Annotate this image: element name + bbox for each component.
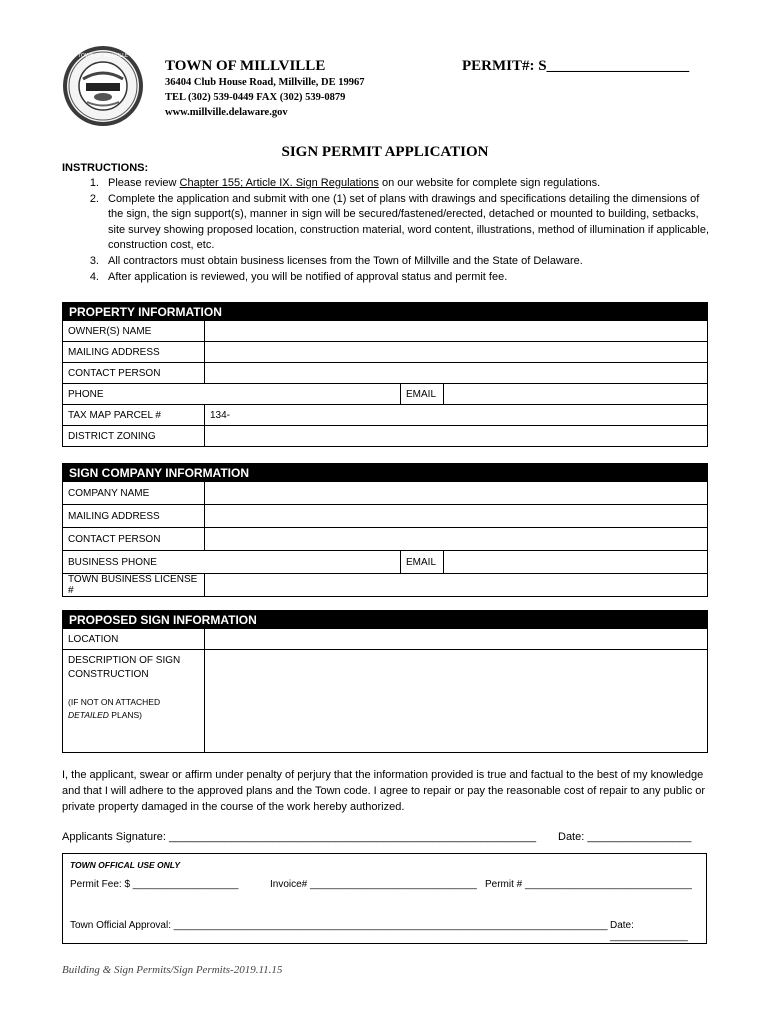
contact-person-label: CONTACT PERSON — [63, 363, 205, 384]
sign-company-heading: SIGN COMPANY INFORMATION — [63, 464, 708, 482]
business-phone-field[interactable] — [63, 551, 401, 574]
email-label: EMAIL — [401, 384, 444, 405]
description-note: (IF NOT ON ATTACHED DETAILED PLANS) — [68, 697, 161, 720]
company-contact-person-label: CONTACT PERSON — [63, 528, 205, 551]
business-phone-label: BUSINESS PHONE — [68, 556, 157, 568]
official-permit-number-field[interactable]: Permit # ______________________________ — [485, 879, 692, 890]
company-email-label: EMAIL — [401, 551, 444, 574]
applicant-signature-field[interactable]: Applicants Signature: ____________________________________________________________ — [62, 831, 537, 843]
description-cell — [63, 650, 205, 753]
sign-company-table — [62, 463, 708, 597]
property-information-heading: PROPERTY INFORMATION — [63, 303, 708, 321]
email-field[interactable] — [444, 384, 708, 405]
proposed-sign-heading: PROPOSED SIGN INFORMATION — [63, 611, 708, 629]
official-approval-date-field[interactable]: Date: ______________ — [610, 920, 688, 942]
svg-text:TOWN OF MILLVILLE: TOWN OF MILLVILLE — [77, 53, 129, 59]
tax-map-parcel-label: TAX MAP PARCEL # — [63, 405, 205, 426]
phone-label: PHONE — [68, 388, 104, 400]
official-approval-field[interactable]: Town Official Approval: ______________________________________________________________________________ — [70, 920, 608, 931]
form-footer: Building & Sign Permits/Sign Permits-2019.11.15 — [62, 964, 283, 976]
proposed-sign-table — [62, 610, 708, 753]
company-contact-person-field[interactable] — [205, 528, 708, 551]
instruction-item: 2. Complete the application and submit with one (1) set of plans with drawings and specifications detailing the dimensions of the sign, the sign support(s), manner in sign will be secured/fastened/erected, detached or mounted to building, setbacks, site survey showing proposed location, construction material, word content, illustrations, method of illumination if applicable, construction cost, etc. — [89, 192, 710, 252]
instruction-item: 4. After application is reviewed, you will be notified of approval status and permit fee. — [89, 270, 508, 283]
tax-map-parcel-field[interactable]: 134- — [205, 405, 708, 426]
sign-regulations-link[interactable]: Chapter 155; Article IX. Sign Regulations — [179, 177, 379, 189]
location-field[interactable] — [205, 629, 708, 650]
official-use-heading: TOWN OFFICAL USE ONLY — [70, 860, 181, 870]
mailing-address-field[interactable] — [205, 342, 708, 363]
instructions-heading: INSTRUCTIONS: — [62, 162, 149, 174]
town-website: www.millville.delaware.gov — [165, 107, 288, 118]
description-field[interactable] — [205, 650, 708, 753]
business-license-field[interactable] — [205, 574, 708, 597]
district-zoning-label: DISTRICT ZONING — [63, 426, 205, 447]
instruction-item: 3. All contractors must obtain business licenses from the Town of Millville and the State of Delaware. — [89, 254, 583, 267]
town-phone-fax: TEL (302) 539-0449 FAX (302) 539-0879 — [165, 92, 346, 103]
company-mailing-address-label: MAILING ADDRESS — [63, 505, 205, 528]
official-use-box — [62, 853, 707, 944]
company-name-label: COMPANY NAME — [63, 482, 205, 505]
location-label: LOCATION — [63, 629, 205, 650]
owner-name-label: OWNER(S) NAME — [63, 321, 205, 342]
signature-date-field[interactable]: Date: _________________ — [558, 831, 692, 843]
mailing-address-label: MAILING ADDRESS — [63, 342, 205, 363]
owner-name-field[interactable] — [205, 321, 708, 342]
company-mailing-address-field[interactable] — [205, 505, 708, 528]
affirmation-text: I, the applicant, swear or affirm under penalty of perjury that the information provided is true and factual to the best of my knowledge and that I will adhere to the approved plans and the Town code. I agree to repair or pay the reasonable cost of repair to any public or private property damaged in the course of the work hereby authorized. — [62, 769, 706, 813]
town-name: TOWN OF MILLVILLE — [165, 58, 326, 74]
contact-person-field[interactable] — [205, 363, 708, 384]
permit-number-field[interactable]: PERMIT#: S___________________ — [462, 58, 690, 74]
form-title: SIGN PERMIT APPLICATION — [281, 144, 489, 160]
town-address: 36404 Club House Road, Millville, DE 19967 — [165, 77, 365, 88]
phone-field[interactable] — [63, 384, 401, 405]
invoice-number-field[interactable]: Invoice# ______________________________ — [270, 879, 477, 890]
permit-fee-field[interactable]: Permit Fee: $ ___________________ — [70, 879, 239, 890]
property-information-table — [62, 302, 708, 447]
company-email-field[interactable] — [444, 551, 708, 574]
district-zoning-field[interactable] — [205, 426, 708, 447]
town-seal-icon — [62, 45, 144, 127]
business-license-label: TOWN BUSINESS LICENSE # — [63, 574, 205, 597]
description-label: DESCRIPTION OF SIGN CONSTRUCTION — [68, 655, 181, 680]
instructions-list — [62, 176, 712, 285]
company-name-field[interactable] — [205, 482, 708, 505]
instruction-item: 1. Please review Chapter 155; Article IX. Sign Regulations on our website for complete sign regulations. — [89, 177, 601, 189]
